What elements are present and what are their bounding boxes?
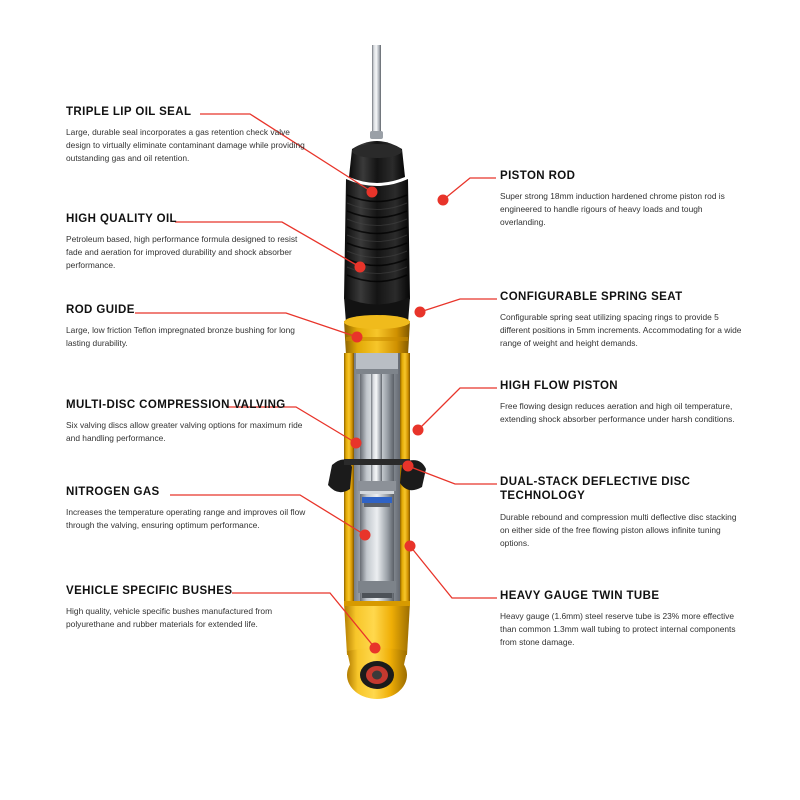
piston-band	[360, 491, 394, 494]
body-weld-seam	[344, 601, 410, 606]
disc-stack	[362, 497, 392, 503]
callout-body: Configurable spring seat utilizing spacing rings to provide 5 different positions in 5mm increments. Accommodating for a wide range of weight and height demands.	[500, 312, 742, 349]
disc-stack-lower	[364, 503, 390, 507]
piston-body	[358, 481, 396, 491]
callout-body: Large, low friction Teflon impregnated bronze bushing for long lasting durability.	[66, 325, 295, 349]
base-valve	[358, 581, 396, 593]
callout-title: PISTON ROD	[500, 170, 576, 182]
callout-high-quality-oil	[66, 212, 314, 272]
shock-absorber-illustration	[300, 45, 500, 705]
callout-rod-guide	[66, 303, 314, 350]
callout-body: Six valving discs allow greater valving options for maximum ride and handling performance.	[66, 420, 303, 444]
bush-inner-sleeve	[372, 671, 382, 680]
callout-multi-disc-compression-valving	[66, 398, 314, 445]
callout-body: Increases the temperature operating range and improves oil flow through the valving, ensuring optimum performance.	[66, 507, 306, 531]
lower-body	[344, 603, 410, 655]
callout-body: High quality, vehicle specific bushes manufactured from polyurethane and rubber materials for extended life.	[66, 606, 273, 630]
callout-body: Petroleum based, high performance formula designed to resist fade and aeration for improved durability and shock absorber performance.	[66, 234, 298, 271]
callout-title: TRIPLE LIP OIL SEAL	[66, 106, 192, 118]
dust-boot	[344, 179, 410, 307]
cutaway-inner-tube	[352, 353, 402, 603]
rod-nut	[370, 131, 383, 139]
seal-housing-groove	[346, 337, 408, 341]
callout-title: VEHICLE SPECIFIC BUSHES	[66, 585, 233, 597]
callout-title: NITROGEN GAS	[66, 486, 160, 498]
callout-title: MULTI-DISC COMPRESSION VALVING	[66, 399, 286, 411]
callout-body: Super strong 18mm induction hardened chrome piston rod is engineered to handle rigours of heavy loads and tough overlanding.	[500, 191, 725, 228]
callout-body: Durable rebound and compression multi deflective disc stacking on either side of the free flowing piston allows infinite tuning options.	[500, 511, 737, 548]
callout-body: Heavy gauge (1.6mm) steel reserve tube is 23% more effective than common 1.3mm wall tubing to protect internal components from stone damage.	[500, 611, 736, 648]
callout-title: HEAVY GAUGE TWIN TUBE	[500, 590, 660, 602]
rod-guide-block	[356, 353, 398, 369]
callout-triple-lip-oil-seal	[66, 105, 314, 165]
callout-heavy-gauge-twin-tube	[500, 589, 748, 649]
rod-guide-shim	[356, 369, 398, 374]
callout-title: DUAL-STACK DEFLECTIVE DISC TECHNOLOGY	[500, 476, 691, 503]
seal-housing-top	[344, 315, 410, 329]
callout-title: HIGH QUALITY OIL	[66, 213, 177, 225]
callout-title: HIGH FLOW PISTON	[500, 380, 618, 392]
callout-body: Free flowing design reduces aeration and high oil temperature, extending shock absorber performance under harsh conditions.	[500, 401, 735, 425]
callout-dual-stack-deflective-disc-technology	[500, 475, 748, 550]
callout-nitrogen-gas	[66, 485, 314, 532]
top-cap-top	[352, 144, 402, 158]
callout-title: ROD GUIDE	[66, 304, 135, 316]
callout-vehicle-specific-bushes	[66, 584, 314, 631]
callout-configurable-spring-seat	[500, 290, 748, 350]
callout-body: Large, durable seal incorporates a gas retention check valve design to virtually eliminate contaminant damage while providing outstanding gas and oil retention.	[66, 127, 305, 164]
callout-high-flow-piston	[500, 379, 748, 426]
compression-valving	[362, 593, 392, 598]
bottom-mount-bush	[347, 648, 407, 699]
callout-piston-rod	[500, 169, 748, 229]
callout-title: CONFIGURABLE SPRING SEAT	[500, 291, 683, 303]
piston-rod-shaft	[372, 45, 381, 135]
